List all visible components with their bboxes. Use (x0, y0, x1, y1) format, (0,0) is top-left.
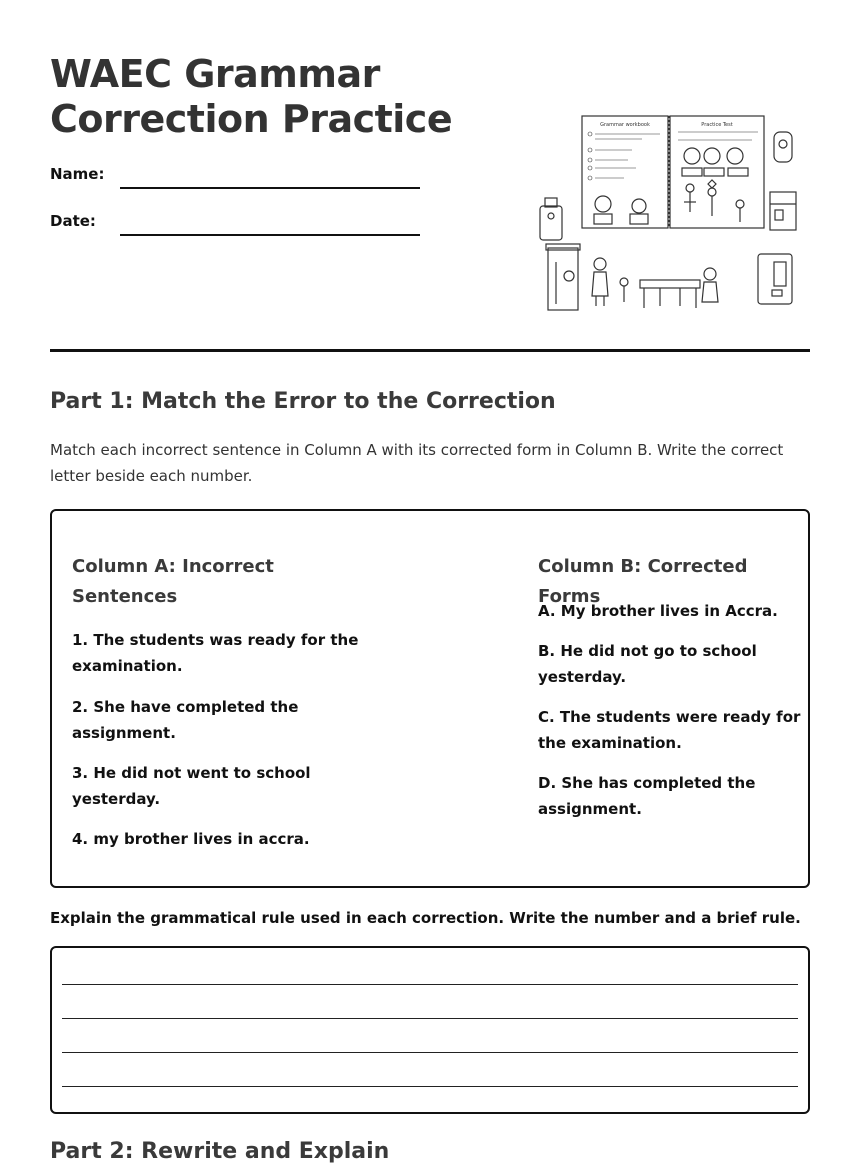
column-a-item-2-line-1: 2. She have completed the (72, 698, 299, 716)
workbook-illustration (582, 116, 764, 228)
column-b-item-c-line-2: the examination. (538, 734, 682, 752)
column-b-item (538, 598, 778, 624)
title-line-2: Correction Practice (50, 97, 453, 141)
header-divider (50, 349, 810, 352)
column-b-item (538, 704, 800, 756)
answer-line[interactable] (62, 1052, 798, 1053)
workbook-left-heading: Grammar workbook (600, 122, 650, 128)
name-label: Name: (50, 165, 105, 183)
name-field-line[interactable] (120, 187, 420, 189)
lamp-figure-right (774, 132, 792, 162)
robot-figure-left (540, 198, 562, 240)
column-b-item-d-line-2: assignment. (538, 800, 642, 818)
workbook-right-heading: Practice Test (701, 122, 733, 128)
part-1-instructions: Match each incorrect sentence in Column A with its corrected form in Column B. Write the correct letter beside each number. (50, 441, 784, 485)
date-label: Date: (50, 212, 96, 230)
children-and-table-figure (592, 258, 718, 308)
clock-cabinet-figure (546, 244, 580, 310)
column-b-item-b-line-1: B. He did not go to school (538, 642, 757, 660)
column-b-item (538, 770, 755, 822)
column-b-item (538, 638, 757, 690)
column-b-heading: Column B: Corrected Forms (538, 556, 748, 607)
answer-line[interactable] (62, 984, 798, 985)
column-a-heading-line-1: Column A: Incorrect (72, 556, 274, 577)
worksheet-title (50, 52, 470, 142)
column-a-item (72, 826, 310, 852)
column-a-item (72, 760, 311, 812)
column-b-item-a-line-1: A. My brother lives in Accra. (538, 602, 778, 620)
part-2-heading: Part 2: Rewrite and Explain (50, 1139, 390, 1164)
cabinet-figure-right (770, 192, 796, 230)
explain-instruction: Explain the grammatical rule used in each correction. Write the number and a brief rule. (50, 909, 801, 927)
column-b-item-d-line-1: D. She has completed the (538, 774, 756, 792)
date-field-line[interactable] (120, 234, 420, 236)
column-b-item-c-line-1: C. The students were ready for (538, 708, 801, 726)
column-a-item-3-line-1: 3. He did not went to school (72, 764, 311, 782)
answer-line[interactable] (62, 1018, 798, 1019)
answer-writing-box[interactable] (50, 946, 810, 1114)
part-1-heading: Part 1: Match the Error to the Correction (50, 389, 556, 414)
column-a-item-4-line-1: 4. my brother lives in accra. (72, 830, 310, 848)
answer-line[interactable] (62, 1086, 798, 1087)
matching-box (50, 509, 810, 888)
classroom-workbook-illustration (532, 112, 804, 316)
title-line-1: WAEC Grammar (50, 52, 380, 96)
column-a-heading (72, 552, 274, 612)
column-a-heading-line-2: Sentences (72, 586, 178, 607)
column-a-item (72, 627, 358, 679)
column-a-item (72, 694, 298, 746)
cabinet-figure-bottom-right (758, 254, 792, 304)
column-b-item-b-line-2: yesterday. (538, 668, 627, 686)
column-a-item-1-line-1: 1. The students was ready for the (72, 631, 359, 649)
column-a-item-1-line-2: examination. (72, 657, 183, 675)
column-a-item-2-line-2: assignment. (72, 724, 176, 742)
column-a-item-3-line-2: yesterday. (72, 790, 161, 808)
